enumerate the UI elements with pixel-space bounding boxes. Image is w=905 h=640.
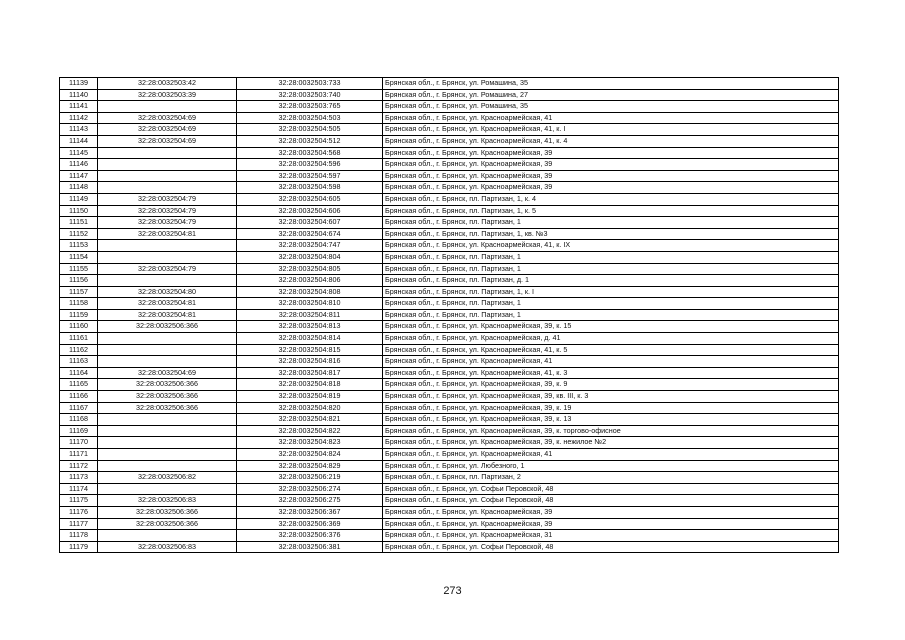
parent-cadastral-number-cell: 32:28:0032506:83 — [98, 541, 237, 553]
address-cell: Брянская обл., г. Брянск, ул. Красноармейская, 39 — [383, 506, 839, 518]
parent-cadastral-number-cell: 32:28:0032504:69 — [98, 124, 237, 136]
parent-cadastral-number-cell: 32:28:0032506:366 — [98, 391, 237, 403]
parent-cadastral-number-cell: 32:28:0032506:366 — [98, 518, 237, 530]
table-row — [60, 135, 839, 147]
table-row — [60, 205, 839, 217]
table-row — [60, 112, 839, 124]
parent-cadastral-number-cell — [98, 170, 237, 182]
parent-cadastral-number-cell — [98, 101, 237, 113]
address-cell: Брянская обл., г. Брянск, ул. Красноармейская, 39 — [383, 518, 839, 530]
row-number-cell: 11151 — [60, 217, 98, 229]
cadastral-number-cell: 32:28:0032504:818 — [237, 379, 383, 391]
cadastral-number-cell: 32:28:0032504:824 — [237, 449, 383, 461]
parent-cadastral-number-cell — [98, 333, 237, 345]
row-number-cell: 11165 — [60, 379, 98, 391]
parent-cadastral-number-cell — [98, 344, 237, 356]
address-cell: Брянская обл., г. Брянск, ул. Красноармейская, 39, к. нежилое №2 — [383, 437, 839, 449]
table-row — [60, 182, 839, 194]
cadastral-number-cell: 32:28:0032504:821 — [237, 414, 383, 426]
parent-cadastral-number-cell: 32:28:0032503:39 — [98, 89, 237, 101]
address-cell: Брянская обл., г. Брянск, пл. Партизан, д. 1 — [383, 275, 839, 287]
table-row — [60, 78, 839, 90]
table-row — [60, 541, 839, 553]
cadastral-number-cell: 32:28:0032506:275 — [237, 495, 383, 507]
table-row — [60, 518, 839, 530]
row-number-cell: 11177 — [60, 518, 98, 530]
parent-cadastral-number-cell: 32:28:0032506:366 — [98, 402, 237, 414]
parent-cadastral-number-cell: 32:28:0032504:81 — [98, 228, 237, 240]
cadastral-number-cell: 32:28:0032503:740 — [237, 89, 383, 101]
address-cell: Брянская обл., г. Брянск, ул. Софьи Перовской, 48 — [383, 541, 839, 553]
cadastral-number-cell: 32:28:0032504:503 — [237, 112, 383, 124]
row-number-cell: 11164 — [60, 367, 98, 379]
cadastral-number-cell: 32:28:0032504:674 — [237, 228, 383, 240]
parent-cadastral-number-cell — [98, 414, 237, 426]
address-cell: Брянская обл., г. Брянск, ул. Красноармейская, 41 — [383, 449, 839, 461]
address-cell: Брянская обл., г. Брянск, ул. Красноармейская, 41, к. I — [383, 124, 839, 136]
row-number-cell: 11145 — [60, 147, 98, 159]
address-cell: Брянская обл., г. Брянск, ул. Любезного, 1 — [383, 460, 839, 472]
row-number-cell: 11157 — [60, 286, 98, 298]
parent-cadastral-number-cell — [98, 437, 237, 449]
address-cell: Брянская обл., г. Брянск, ул. Красноармейская, 39 — [383, 159, 839, 171]
table-row — [60, 170, 839, 182]
table-row — [60, 344, 839, 356]
parent-cadastral-number-cell — [98, 425, 237, 437]
address-cell: Брянская обл., г. Брянск, пл. Партизан, 2 — [383, 472, 839, 484]
parent-cadastral-number-cell — [98, 460, 237, 472]
table-row — [60, 414, 839, 426]
table-row — [60, 193, 839, 205]
cadastral-number-cell: 32:28:0032506:381 — [237, 541, 383, 553]
cadastral-number-cell: 32:28:0032504:814 — [237, 333, 383, 345]
table-body — [60, 78, 839, 553]
row-number-cell: 11161 — [60, 333, 98, 345]
table-row — [60, 333, 839, 345]
address-cell: Брянская обл., г. Брянск, ул. Ромашина, 35 — [383, 101, 839, 113]
table-row — [60, 240, 839, 252]
cadastral-number-cell: 32:28:0032504:808 — [237, 286, 383, 298]
parent-cadastral-number-cell — [98, 182, 237, 194]
table-row — [60, 425, 839, 437]
table-row — [60, 321, 839, 333]
address-cell: Брянская обл., г. Брянск, ул. Красноармейская, 41, к. 3 — [383, 367, 839, 379]
cadastral-number-cell: 32:28:0032506:274 — [237, 483, 383, 495]
parent-cadastral-number-cell: 32:28:0032504:81 — [98, 298, 237, 310]
row-number-cell: 11141 — [60, 101, 98, 113]
row-number-cell: 11148 — [60, 182, 98, 194]
row-number-cell: 11154 — [60, 251, 98, 263]
address-cell: Брянская обл., г. Брянск, ул. Красноармейская, 39, к. 15 — [383, 321, 839, 333]
page-number: 273 — [443, 585, 462, 597]
cadastral-number-cell: 32:28:0032504:820 — [237, 402, 383, 414]
cadastral-number-cell: 32:28:0032506:369 — [237, 518, 383, 530]
row-number-cell: 11152 — [60, 228, 98, 240]
address-cell: Брянская обл., г. Брянск, пл. Партизан, 1 — [383, 251, 839, 263]
cadastral-number-cell: 32:28:0032503:733 — [237, 78, 383, 90]
parent-cadastral-number-cell: 32:28:0032504:69 — [98, 135, 237, 147]
address-cell: Брянская обл., г. Брянск, ул. Красноармейская, 41, к. 4 — [383, 135, 839, 147]
address-cell: Брянская обл., г. Брянск, пл. Партизан, 1 — [383, 263, 839, 275]
address-cell: Брянская обл., г. Брянск, пл. Партизан, 1 — [383, 309, 839, 321]
address-cell: Брянская обл., г. Брянск, ул. Красноармейская, 39 — [383, 147, 839, 159]
row-number-cell: 11175 — [60, 495, 98, 507]
table-row — [60, 472, 839, 484]
parent-cadastral-number-cell: 32:28:0032504:79 — [98, 205, 237, 217]
address-cell: Брянская обл., г. Брянск, ул. Ромашина, 35 — [383, 78, 839, 90]
table-row — [60, 367, 839, 379]
parent-cadastral-number-cell: 32:28:0032504:79 — [98, 263, 237, 275]
row-number-cell: 11146 — [60, 159, 98, 171]
row-number-cell: 11153 — [60, 240, 98, 252]
table-row — [60, 309, 839, 321]
cadastral-number-cell: 32:28:0032504:813 — [237, 321, 383, 333]
address-cell: Брянская обл., г. Брянск, ул. Красноармейская, 39 — [383, 170, 839, 182]
cadastral-number-cell: 32:28:0032504:568 — [237, 147, 383, 159]
parent-cadastral-number-cell: 32:28:0032504:69 — [98, 112, 237, 124]
table-row — [60, 263, 839, 275]
row-number-cell: 11159 — [60, 309, 98, 321]
address-cell: Брянская обл., г. Брянск, ул. Красноармейская, 39, к. 19 — [383, 402, 839, 414]
address-cell: Брянская обл., г. Брянск, ул. Софьи Перовской, 48 — [383, 495, 839, 507]
row-number-cell: 11173 — [60, 472, 98, 484]
parent-cadastral-number-cell: 32:28:0032506:83 — [98, 495, 237, 507]
cadastral-number-cell: 32:28:0032504:607 — [237, 217, 383, 229]
cadastral-number-cell: 32:28:0032504:804 — [237, 251, 383, 263]
row-number-cell: 11174 — [60, 483, 98, 495]
row-number-cell: 11140 — [60, 89, 98, 101]
address-cell: Брянская обл., г. Брянск, ул. Красноармейская, д. 41 — [383, 333, 839, 345]
cadastral-number-cell: 32:28:0032504:823 — [237, 437, 383, 449]
address-cell: Брянская обл., г. Брянск, ул. Красноармейская, 39, кв. III, к. 3 — [383, 391, 839, 403]
parent-cadastral-number-cell: 32:28:0032504:81 — [98, 309, 237, 321]
row-number-cell: 11179 — [60, 541, 98, 553]
cadastral-number-cell: 32:28:0032504:822 — [237, 425, 383, 437]
row-number-cell: 11142 — [60, 112, 98, 124]
table-row — [60, 391, 839, 403]
cadastral-number-cell: 32:28:0032503:765 — [237, 101, 383, 113]
parent-cadastral-number-cell: 32:28:0032503:42 — [98, 78, 237, 90]
row-number-cell: 11169 — [60, 425, 98, 437]
address-cell: Брянская обл., г. Брянск, ул. Красноармейская, 41 — [383, 112, 839, 124]
cadastral-table — [59, 77, 839, 553]
parent-cadastral-number-cell: 32:28:0032506:366 — [98, 379, 237, 391]
row-number-cell: 11139 — [60, 78, 98, 90]
cadastral-number-cell: 32:28:0032504:811 — [237, 309, 383, 321]
parent-cadastral-number-cell: 32:28:0032504:79 — [98, 217, 237, 229]
address-cell: Брянская обл., г. Брянск, пл. Партизан, 1, кв. №3 — [383, 228, 839, 240]
address-cell: Брянская обл., г. Брянск, ул. Красноармейская, 39 — [383, 182, 839, 194]
table-row — [60, 228, 839, 240]
table-row — [60, 402, 839, 414]
row-number-cell: 11166 — [60, 391, 98, 403]
cadastral-number-cell: 32:28:0032504:606 — [237, 205, 383, 217]
address-cell: Брянская обл., г. Брянск, ул. Красноармейская, 39, к. 13 — [383, 414, 839, 426]
parent-cadastral-number-cell — [98, 356, 237, 368]
cadastral-number-cell: 32:28:0032504:810 — [237, 298, 383, 310]
cadastral-number-cell: 32:28:0032504:747 — [237, 240, 383, 252]
parent-cadastral-number-cell: 32:28:0032506:82 — [98, 472, 237, 484]
table-row — [60, 89, 839, 101]
cadastral-number-cell: 32:28:0032504:505 — [237, 124, 383, 136]
row-number-cell: 11162 — [60, 344, 98, 356]
row-number-cell: 11144 — [60, 135, 98, 147]
parent-cadastral-number-cell: 32:28:0032506:366 — [98, 506, 237, 518]
row-number-cell: 11170 — [60, 437, 98, 449]
table-row — [60, 379, 839, 391]
address-cell: Брянская обл., г. Брянск, пл. Партизан, 1 — [383, 298, 839, 310]
table-row — [60, 483, 839, 495]
row-number-cell: 11178 — [60, 530, 98, 542]
row-number-cell: 11155 — [60, 263, 98, 275]
parent-cadastral-number-cell — [98, 449, 237, 461]
address-cell: Брянская обл., г. Брянск, ул. Красноармейская, 41 — [383, 356, 839, 368]
table-row — [60, 298, 839, 310]
parent-cadastral-number-cell — [98, 159, 237, 171]
address-cell: Брянская обл., г. Брянск, ул. Красноармейская, 41, к. IX — [383, 240, 839, 252]
cadastral-number-cell: 32:28:0032504:817 — [237, 367, 383, 379]
table-row — [60, 217, 839, 229]
row-number-cell: 11171 — [60, 449, 98, 461]
parent-cadastral-number-cell: 32:28:0032504:80 — [98, 286, 237, 298]
table-row — [60, 437, 839, 449]
table-row — [60, 147, 839, 159]
parent-cadastral-number-cell: 32:28:0032504:79 — [98, 193, 237, 205]
address-cell: Брянская обл., г. Брянск, пл. Партизан, 1, к. 5 — [383, 205, 839, 217]
row-number-cell: 11160 — [60, 321, 98, 333]
row-number-cell: 11176 — [60, 506, 98, 518]
address-cell: Брянская обл., г. Брянск, ул. Красноармейская, 41, к. 5 — [383, 344, 839, 356]
parent-cadastral-number-cell — [98, 483, 237, 495]
table-row — [60, 159, 839, 171]
table-row — [60, 506, 839, 518]
table-row — [60, 101, 839, 113]
row-number-cell: 11150 — [60, 205, 98, 217]
cadastral-number-cell: 32:28:0032504:805 — [237, 263, 383, 275]
parent-cadastral-number-cell — [98, 147, 237, 159]
table-row — [60, 356, 839, 368]
address-cell: Брянская обл., г. Брянск, ул. Красноармейская, 39, к. 9 — [383, 379, 839, 391]
table-row — [60, 460, 839, 472]
table-row — [60, 286, 839, 298]
parent-cadastral-number-cell — [98, 251, 237, 263]
cadastral-number-cell: 32:28:0032504:816 — [237, 356, 383, 368]
row-number-cell: 11163 — [60, 356, 98, 368]
cadastral-number-cell: 32:28:0032504:829 — [237, 460, 383, 472]
cadastral-number-cell: 32:28:0032504:819 — [237, 391, 383, 403]
row-number-cell: 11168 — [60, 414, 98, 426]
address-cell: Брянская обл., г. Брянск, пл. Партизан, 1, к. 4 — [383, 193, 839, 205]
cadastral-number-cell: 32:28:0032504:598 — [237, 182, 383, 194]
parent-cadastral-number-cell: 32:28:0032504:69 — [98, 367, 237, 379]
address-cell: Брянская обл., г. Брянск, ул. Софьи Перовской, 48 — [383, 483, 839, 495]
table-row — [60, 275, 839, 287]
cadastral-number-cell: 32:28:0032504:806 — [237, 275, 383, 287]
cadastral-number-cell: 32:28:0032504:512 — [237, 135, 383, 147]
cadastral-number-cell: 32:28:0032506:367 — [237, 506, 383, 518]
address-cell: Брянская обл., г. Брянск, ул. Красноармейская, 39, к. торгово-офисное — [383, 425, 839, 437]
parent-cadastral-number-cell — [98, 530, 237, 542]
row-number-cell: 11156 — [60, 275, 98, 287]
row-number-cell: 11143 — [60, 124, 98, 136]
address-cell: Брянская обл., г. Брянск, ул. Красноармейская, 31 — [383, 530, 839, 542]
cadastral-number-cell: 32:28:0032506:219 — [237, 472, 383, 484]
row-number-cell: 11149 — [60, 193, 98, 205]
cadastral-number-cell: 32:28:0032506:376 — [237, 530, 383, 542]
row-number-cell: 11172 — [60, 460, 98, 472]
address-cell: Брянская обл., г. Брянск, ул. Ромашина, 27 — [383, 89, 839, 101]
parent-cadastral-number-cell — [98, 240, 237, 252]
row-number-cell: 11158 — [60, 298, 98, 310]
cadastral-number-cell: 32:28:0032504:815 — [237, 344, 383, 356]
address-cell: Брянская обл., г. Брянск, пл. Партизан, 1 — [383, 217, 839, 229]
row-number-cell: 11147 — [60, 170, 98, 182]
table-row — [60, 530, 839, 542]
address-cell: Брянская обл., г. Брянск, пл. Партизан, 1, к. I — [383, 286, 839, 298]
cadastral-number-cell: 32:28:0032504:596 — [237, 159, 383, 171]
parent-cadastral-number-cell: 32:28:0032506:366 — [98, 321, 237, 333]
cadastral-number-cell: 32:28:0032504:597 — [237, 170, 383, 182]
cadastral-number-cell: 32:28:0032504:605 — [237, 193, 383, 205]
parent-cadastral-number-cell — [98, 275, 237, 287]
row-number-cell: 11167 — [60, 402, 98, 414]
table-row — [60, 124, 839, 136]
table-row — [60, 251, 839, 263]
table-row — [60, 449, 839, 461]
table-row — [60, 495, 839, 507]
